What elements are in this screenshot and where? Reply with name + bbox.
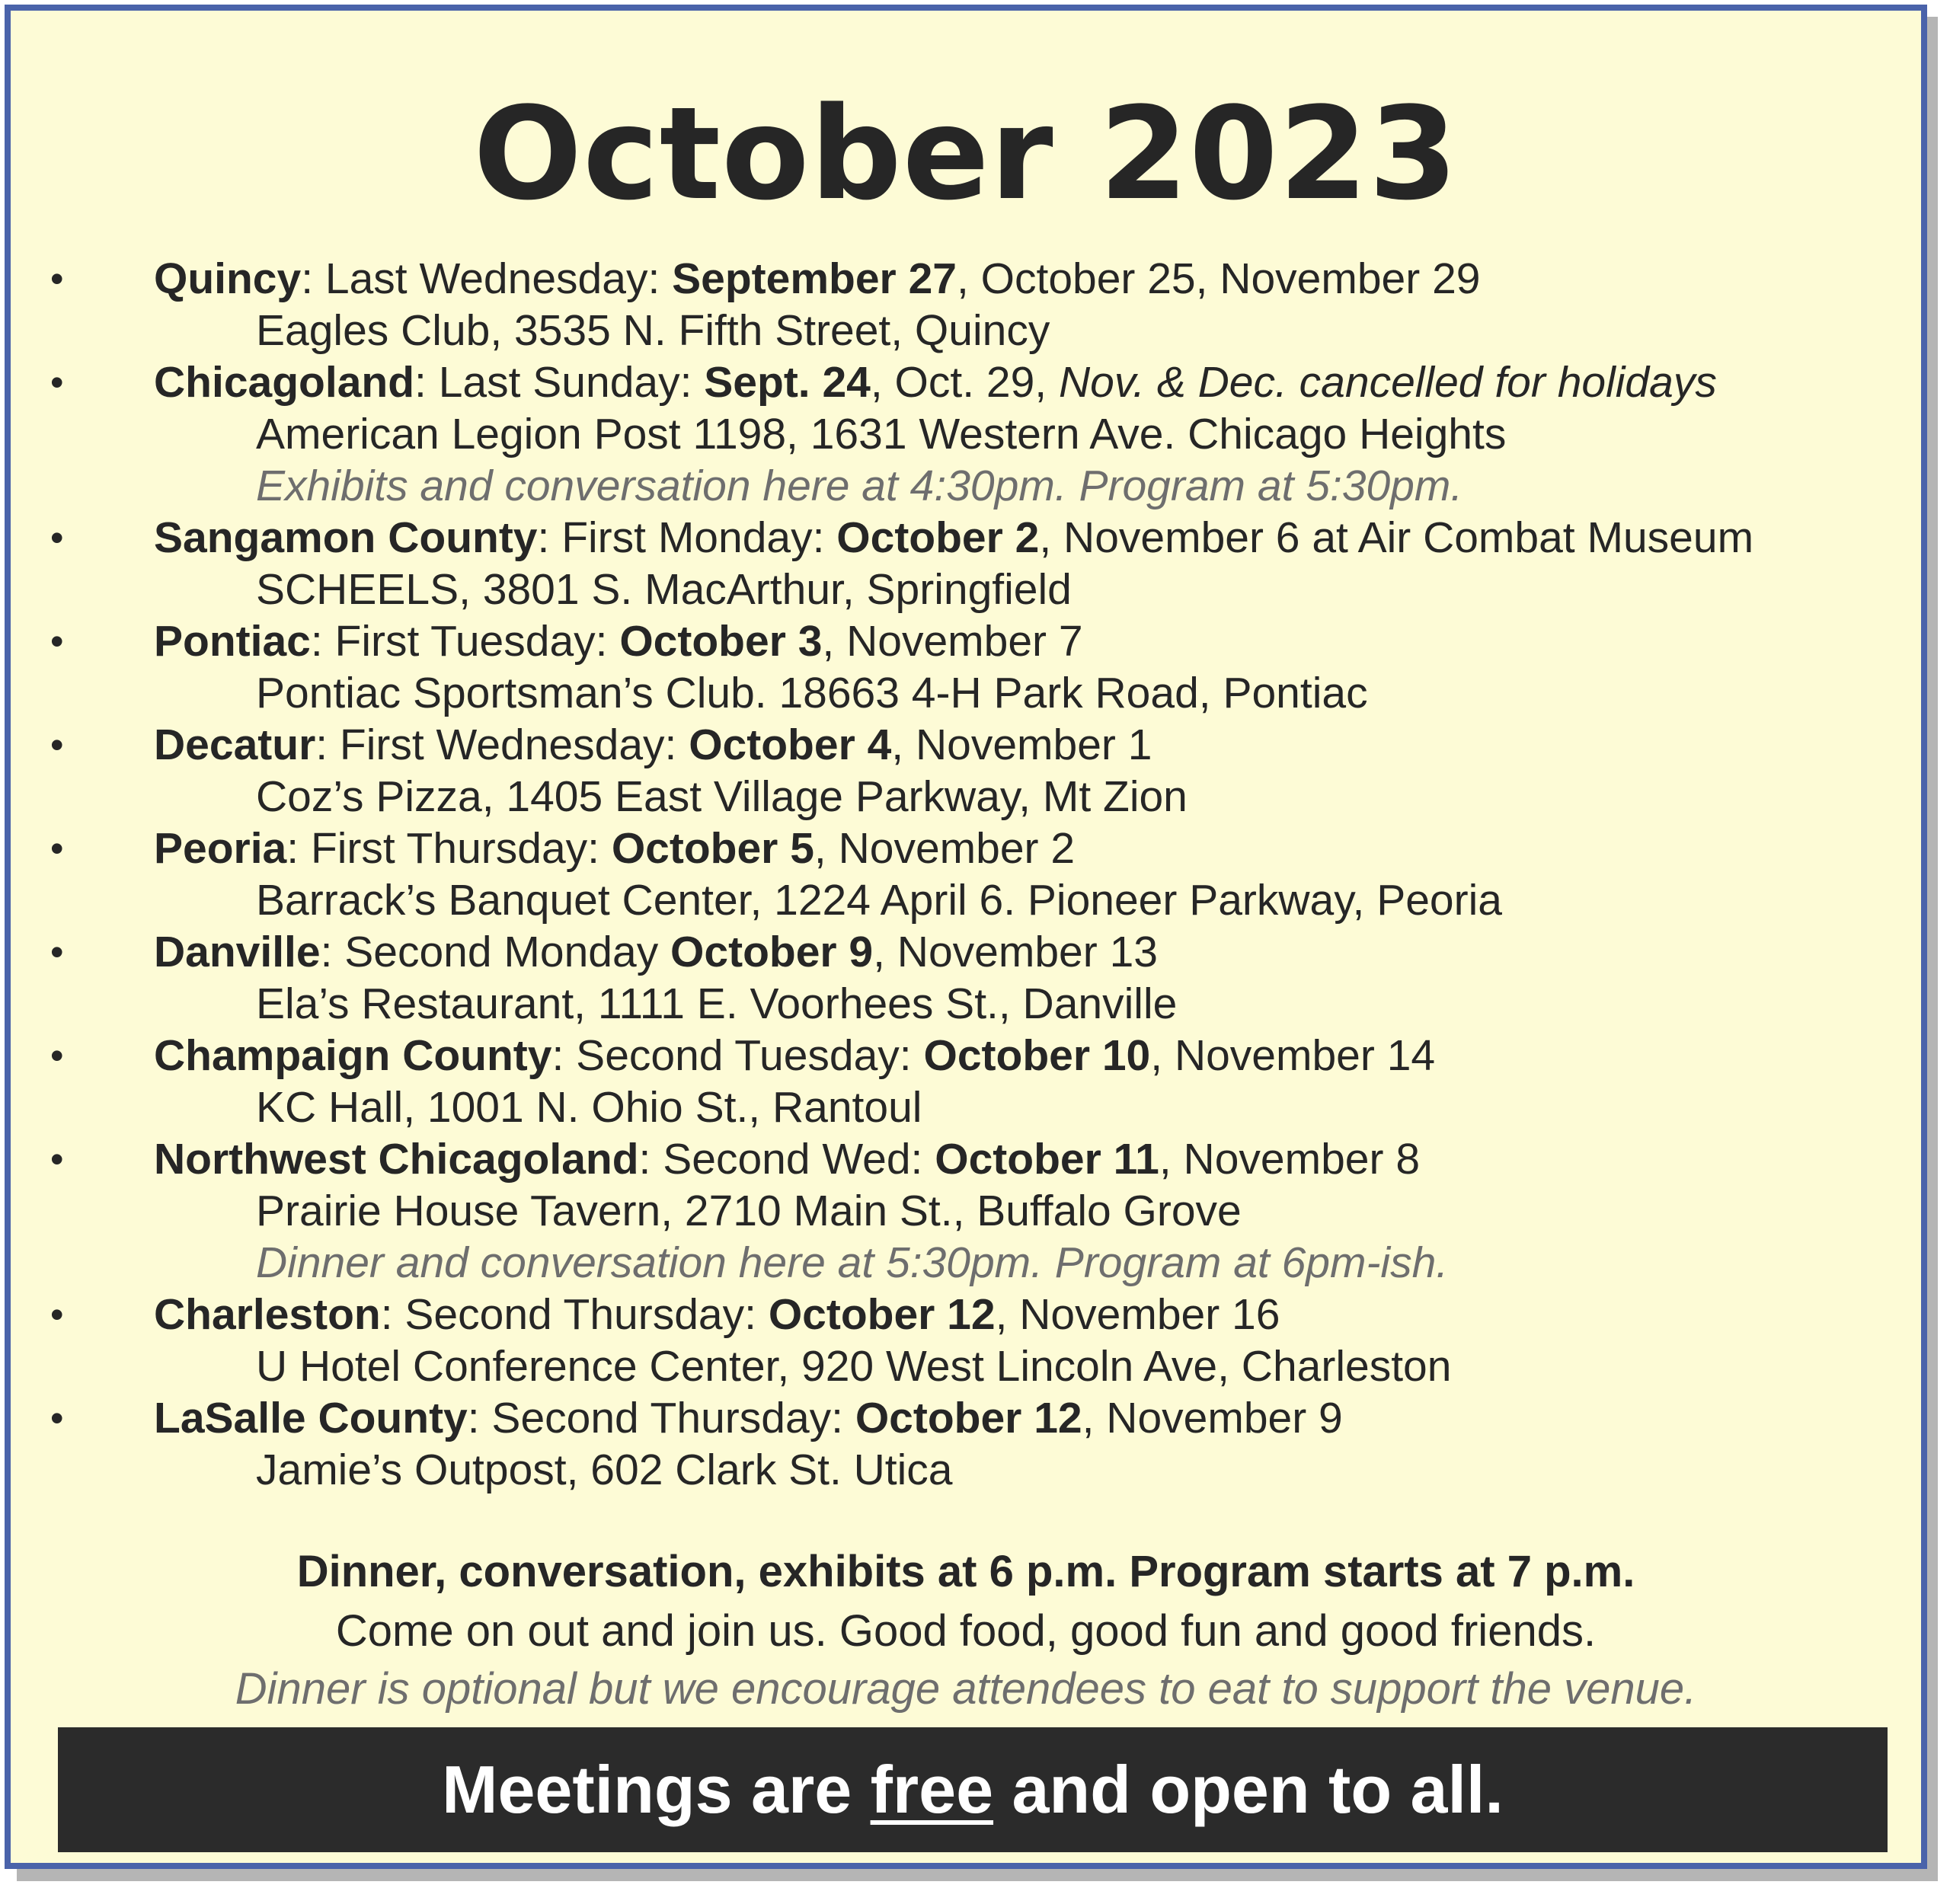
meeting-schedule xyxy=(154,719,1152,771)
next-date: October 5 xyxy=(611,824,814,873)
meeting-address-line xyxy=(11,874,1921,926)
next-date: October 10 xyxy=(923,1031,1151,1080)
next-date: October 11 xyxy=(935,1135,1159,1184)
chapter-name: Danville xyxy=(154,928,321,976)
meeting-schedule xyxy=(154,1289,1280,1340)
meeting-line xyxy=(11,253,1921,305)
meeting-schedule xyxy=(154,512,1753,564)
venue-address: U Hotel Conference Center, 920 West Lincoln Ave, Charleston xyxy=(256,1342,1452,1391)
meeting-address-line xyxy=(11,564,1921,615)
chapter-name: Charleston xyxy=(154,1290,381,1339)
venue-note: Dinner and conversation here at 5:30pm. Program at 6pm-ish. xyxy=(256,1238,1449,1287)
chapter-name: Champaign County xyxy=(154,1031,552,1080)
meeting-schedule xyxy=(154,926,1158,978)
venue-note: Exhibits and conversation here at 4:30pm. Program at 5:30pm. xyxy=(256,462,1463,510)
later-dates: , November 16 xyxy=(995,1290,1280,1339)
bullet-icon: • xyxy=(50,1138,64,1180)
banner-emphasis: free xyxy=(870,1752,994,1827)
later-dates: , November 1 xyxy=(891,720,1152,769)
next-date: October 12 xyxy=(855,1394,1082,1442)
chapter-name: LaSalle County xyxy=(154,1394,468,1442)
meeting-line xyxy=(11,1289,1921,1340)
meeting-line xyxy=(11,615,1921,667)
meeting-line xyxy=(11,926,1921,978)
chapter-name: Northwest Chicagoland xyxy=(154,1135,639,1184)
chapter-name: Quincy xyxy=(154,254,302,303)
meeting-day: : Second Tuesday: xyxy=(551,1031,924,1080)
meeting-line xyxy=(11,1392,1921,1444)
next-date: October 9 xyxy=(670,928,874,976)
meeting-day: : Last Wednesday: xyxy=(301,254,673,303)
schedule-summary: Dinner, conversation, exhibits at 6 p.m. Program starts at 7 p.m. xyxy=(296,1547,1635,1596)
later-dates: , November 13 xyxy=(873,928,1158,976)
meeting-day: : First Tuesday: xyxy=(310,617,620,666)
meeting-line xyxy=(11,1030,1921,1081)
meeting-address-line xyxy=(11,1444,1921,1496)
later-dates: , November 14 xyxy=(1150,1031,1436,1080)
meeting-day: : Last Sunday: xyxy=(414,358,705,407)
venue-address: Jamie’s Outpost, 602 Clark St. Utica xyxy=(256,1446,953,1494)
bullet-icon: • xyxy=(50,724,64,766)
later-dates: , November 9 xyxy=(1082,1394,1343,1442)
later-dates: , November 2 xyxy=(814,824,1076,873)
bullet-icon: • xyxy=(50,1034,64,1077)
venue-address: SCHEELS, 3801 S. MacArthur, Springfield xyxy=(256,565,1072,614)
meeting-day: : Second Thursday: xyxy=(380,1290,769,1339)
meeting-address-line xyxy=(11,771,1921,823)
later-dates: , Oct. 29, xyxy=(870,358,1059,407)
next-date: October 4 xyxy=(689,720,892,769)
chapter-name: Pontiac xyxy=(154,617,311,666)
bullet-icon: • xyxy=(50,1397,64,1439)
meeting-day: : First Monday: xyxy=(537,513,837,562)
meeting-note-line xyxy=(11,460,1921,512)
bullet-icon: • xyxy=(50,1293,64,1336)
next-date: October 2 xyxy=(836,513,1040,562)
next-date: October 3 xyxy=(619,617,823,666)
later-dates: , November 7 xyxy=(822,617,1083,666)
page-title: October 2023 xyxy=(473,79,1459,228)
meeting-address-line xyxy=(11,1081,1921,1133)
bullet-icon: • xyxy=(50,516,64,559)
flyer-panel xyxy=(5,5,1927,1869)
venue-address: American Legion Post 1198, 1631 Western Ave. Chicago Heights xyxy=(256,410,1507,458)
chapter-name: Decatur xyxy=(154,720,316,769)
banner-text-start: Meetings are xyxy=(442,1752,871,1827)
bullet-icon: • xyxy=(50,931,64,973)
meeting-line xyxy=(11,823,1921,874)
meeting-schedule xyxy=(154,356,1717,408)
later-dates: , November 8 xyxy=(1159,1135,1421,1184)
meeting-day: : First Thursday: xyxy=(286,824,612,873)
venue-address: Pontiac Sportsman’s Club. 18663 4-H Park Road, Pontiac xyxy=(256,669,1368,717)
venue-address: Coz’s Pizza, 1405 East Village Parkway, Mt Zion xyxy=(256,772,1188,821)
meeting-line xyxy=(11,512,1921,564)
meeting-address-line xyxy=(11,1340,1921,1392)
meeting-day: : First Wednesday: xyxy=(315,720,689,769)
bullet-icon: • xyxy=(50,361,64,404)
meeting-day: : Second Wed: xyxy=(638,1135,935,1184)
next-date: September 27 xyxy=(672,254,957,303)
meeting-address-line xyxy=(11,667,1921,719)
venue-address: Eagles Club, 3535 N. Fifth Street, Quincy xyxy=(256,306,1050,355)
venue-address: Ela’s Restaurant, 1111 E. Voorhees St., Danville xyxy=(256,979,1178,1028)
meeting-address-line xyxy=(11,408,1921,460)
schedule-note: Nov. & Dec. cancelled for holidays xyxy=(1058,358,1717,407)
meeting-line xyxy=(11,719,1921,771)
invitation-text: Come on out and join us. Good food, good fun and good friends. xyxy=(335,1606,1597,1656)
dinner-note: Dinner is optional but we encourage attendees to eat to support the venue. xyxy=(235,1664,1697,1714)
meeting-address-line xyxy=(11,305,1921,356)
next-date: October 12 xyxy=(768,1290,996,1339)
meeting-list xyxy=(11,253,1921,1496)
chapter-name: Sangamon County xyxy=(154,513,538,562)
chapter-name: Chicagoland xyxy=(154,358,415,407)
meeting-day: : Second Monday xyxy=(320,928,671,976)
next-date: Sept. 24 xyxy=(704,358,871,407)
meeting-schedule xyxy=(154,1030,1435,1081)
meeting-schedule xyxy=(154,1133,1420,1185)
meeting-address-line xyxy=(11,1185,1921,1237)
meeting-address-line xyxy=(11,978,1921,1030)
meeting-line xyxy=(11,356,1921,408)
later-dates: , November 6 at Air Combat Museum xyxy=(1039,513,1754,562)
meeting-schedule xyxy=(154,1392,1343,1444)
free-meetings-banner xyxy=(58,1727,1888,1852)
meeting-schedule xyxy=(154,615,1083,667)
venue-address: KC Hall, 1001 N. Ohio St., Rantoul xyxy=(256,1083,922,1132)
meeting-schedule xyxy=(154,823,1075,874)
chapter-name: Peoria xyxy=(154,824,287,873)
meeting-line xyxy=(11,1133,1921,1185)
banner-text-end: and open to all. xyxy=(993,1752,1504,1827)
meeting-note-line xyxy=(11,1237,1921,1289)
venue-address: Barrack’s Banquet Center, 1224 April 6. Pioneer Parkway, Peoria xyxy=(256,876,1502,925)
bullet-icon: • xyxy=(50,257,64,300)
meeting-schedule xyxy=(154,253,1480,305)
meeting-day: : Second Thursday: xyxy=(467,1394,855,1442)
venue-address: Prairie House Tavern, 2710 Main St., Buffalo Grove xyxy=(256,1187,1242,1235)
bullet-icon: • xyxy=(50,620,64,663)
bullet-icon: • xyxy=(50,827,64,870)
later-dates: , October 25, November 29 xyxy=(956,254,1481,303)
